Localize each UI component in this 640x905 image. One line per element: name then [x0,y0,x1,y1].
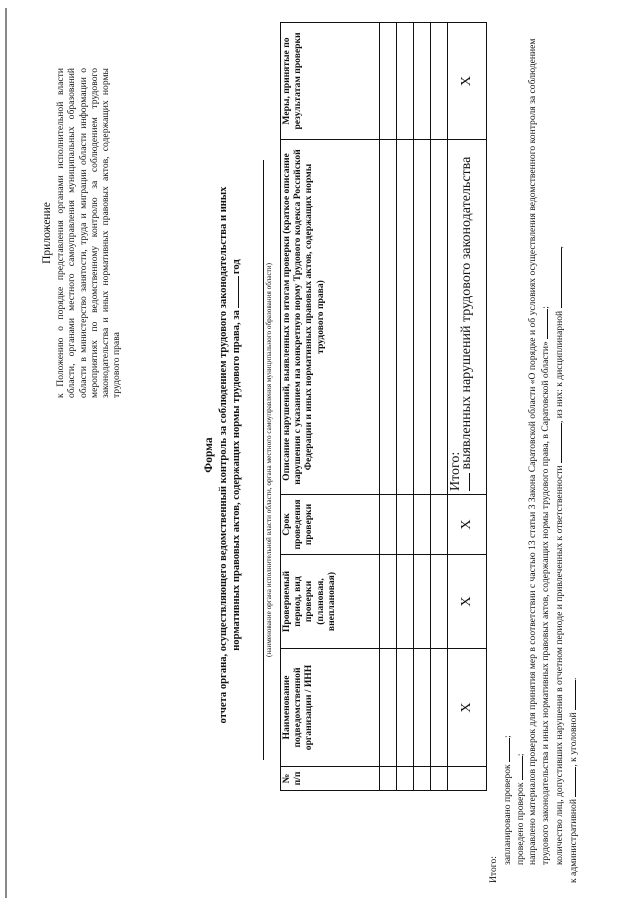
col-header-term: Срок проведения проверки [281,495,380,555]
col-header-organization: Наименование подведомственной организации / ИНН [281,649,380,767]
col-header-number: № п/п [281,767,380,791]
form-title [218,35,243,875]
persons-blank [552,423,562,463]
summary-disciplinary: , из них: к дисциплинарной [553,310,565,424]
totals-row [448,23,487,791]
col-header-violations: Описание нарушений, выявленных по итогам проверки (краткое описание нарушения с указанием на конкретную норму Трудового кодекса Российской Федерации и иных нормативных правовых актов, содержащих нормы трудового права) [281,140,380,495]
form-title-year-word: год [230,259,242,275]
totals-mark-period: X [448,555,487,649]
totals-blank [469,473,470,491]
summary-conducted: проведено проверок [515,782,527,865]
form-label: Форма [203,437,215,473]
appendix-text: к Положению о порядке представления органами исполнительной власти области, органами местного самоуправления муниципальных образований области в министерство занятости, труда и миграции области информации о мероприятиях по ведомственному контролю за соблюдением трудового законодательства и иных нормативных правовых актов, содержащих нормы трудового права [55,68,123,398]
summary-block: Итого: запланировано проверок ; проведено проверок ; направлено материалов проверок для принятия мер в соответствии с частью 13 статьи 3 Закона Саратовской области «О порядке и об условиях осуществления ведомственного контроля за соблюдением трудового законодательства и иных нормативных правовых актов, содержащих нормы трудового права, в Саратовской области» ; количество лиц, допустивших нарушения в отчетном периоде и привлеченных к ответственности , из них: к дисциплинарной , к административной , к уголовной . [488,23,579,883]
appendix-heading: Приложение [41,202,53,264]
totals-violations-cell [448,140,487,495]
totals-mark-measures: X [448,23,487,140]
appendix-block [42,68,122,398]
totals-mark-term: X [448,495,487,555]
form-title-block [204,35,243,875]
form-title-line1: отчета органа, осуществляющего ведомственный контроль за соблюдением трудового законодательства и иных [218,186,230,724]
summary-persons: количество лиц, допустивших нарушения в отчетном периоде и привлеченных к ответственности [553,465,565,865]
conducted-blank [513,756,523,780]
planned-blank [500,738,510,762]
disciplinary-blank [552,248,562,308]
referred-blank [538,309,548,339]
summary-label: Итого: [488,856,499,883]
form-title-line2: нормативных правовых актов, содержащих нормы трудового права, за [230,310,242,651]
summary-planned: запланировано проверок [501,764,513,865]
summary-criminal: , к уголовной [567,712,579,767]
totals-mark-organization: X [448,649,487,767]
year-blank [238,276,239,308]
table-row [414,23,431,791]
criminal-blank [566,680,576,710]
col-header-measures: Меры, принятые по результатам проверки [281,23,380,140]
table-row [397,23,414,791]
inspection-table [280,22,487,791]
summary-referred: направлено материалов проверок для принятия мер в соответствии с частью 13 статьи 3 Закона Саратовской области «О порядке и об условиях осуществления ведомственного контроля за соблюдением трудового законодательства и иных нормативных правовых актов, содержащих нормы трудового права, в Саратовской области» [526,38,552,865]
table-header-row [281,23,380,791]
summary-administrative: к административной [567,799,579,883]
table-row [380,23,397,791]
org-name-caption: (наименование органа исполнительной власти области, органа местного самоуправления муниципального образования области) [263,160,274,760]
totals-label: Итого: [448,451,463,491]
administrative-blank [566,767,576,797]
col-header-period: Проверяемый период, вид проверки (плановая, внеплановая) [281,555,380,649]
table-row [431,23,448,791]
totals-violations-text: выявленных нарушений трудового законодательства [459,156,475,470]
